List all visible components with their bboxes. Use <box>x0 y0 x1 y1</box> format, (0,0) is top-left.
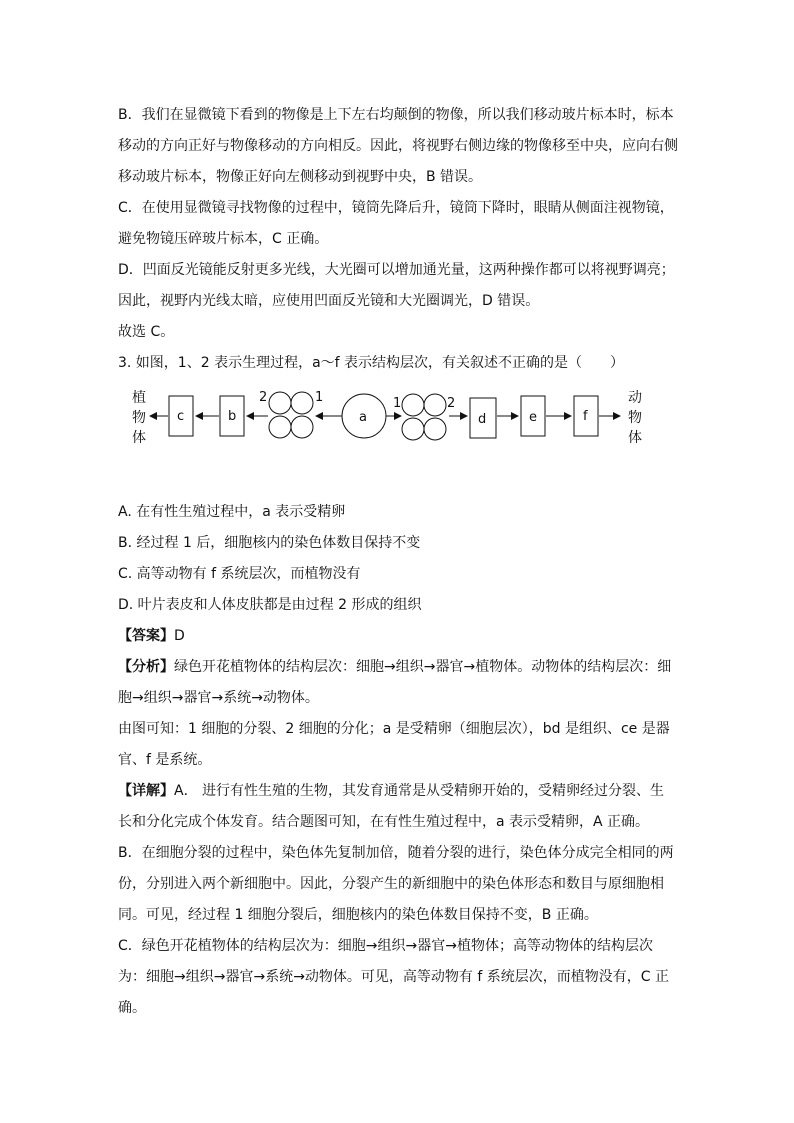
cell-left-2 <box>291 392 313 414</box>
answer-value: D <box>174 628 185 644</box>
explanation-c: C．在使用显微镜寻找物像的过程中，镜筒先降后升，镜筒下降时，眼睛从侧面注视物镜，避免物镜压碎玻片标本，C 正确。 <box>118 200 674 247</box>
option-b: B. 经过程 1 后，细胞核内的染色体数目保持不变 <box>118 535 421 551</box>
answer-tag: 【答案】 <box>118 628 174 644</box>
option-a: A. 在有性生殖过程中，a 表示受精卵 <box>118 504 346 520</box>
box-b-label: b <box>228 409 237 424</box>
box-c-label: c <box>177 409 185 424</box>
process-2-left: 2 <box>259 390 268 405</box>
process-1-right: 1 <box>393 396 402 411</box>
animal-label-1: 动 <box>628 390 642 406</box>
option-c: C. 高等动物有 f 系统层次，而植物没有 <box>118 566 361 582</box>
box-f-label: f <box>583 409 588 424</box>
question-stem: 3. 如图，1、2 表示生理过程，a～f 表示结构层次，有关叙述不正确的是（ ） <box>118 355 625 371</box>
animal-label-3: 体 <box>628 430 642 446</box>
detail-b: B．在细胞分裂的过程中，染色体先复制加倍，随着分裂的进行，染色体分成完全相同的两份，分别进入两个新细胞中。因此，分裂产生的新细胞中的染色体形态和数目与原细胞相同。可见，经过程 1 细胞分裂后，细胞核内的染色体数目保持不变，B 正确。 <box>118 845 674 923</box>
diagram-svg <box>118 379 678 497</box>
cell-right-1 <box>402 394 424 416</box>
analysis-extra: 由图可知：1 细胞的分裂、2 细胞的分化；a 是受精卵（细胞层次），bd 是组织、ce 是器官、f 是系统。 <box>118 721 670 768</box>
plant-label-3: 体 <box>132 430 146 446</box>
structure-diagram <box>118 379 678 497</box>
plant-label-2: 物 <box>132 410 146 426</box>
cell-right-4 <box>424 418 446 440</box>
cell-right-2 <box>424 394 446 416</box>
cell-left-3 <box>269 416 291 438</box>
document-page <box>118 100 678 1024</box>
analysis-tag: 【分析】 <box>118 659 174 675</box>
explanation-b: B．我们在显微镜下看到的物像是上下左右均颠倒的物像，所以我们移动玻片标本时，标本移动的方向正好与物像移动的方向相反。因此，将视野右侧边缘的物像移至中央，应向右侧移动玻片标本，物像正好向左侧移动到视野中央，B 错误。 <box>118 107 678 185</box>
detail-a-paragraph <box>118 776 678 838</box>
detail-a-text: A． 进行有性生殖的生物，其发育通常是从受精卵开始的，受精卵经过分裂、生长和分化完成个体发育。结合题图可知，在有性生殖过程中，a 表示受精卵，A 正确。 <box>118 783 665 830</box>
detail-c: C．绿色开花植物体的结构层次为：细胞→组织→器官→植物体；高等动物体的结构层次为：细胞→组织→器官→系统→动物体。可见，高等动物有 f 系统层次，而植物没有，C 正确。 <box>118 938 669 1016</box>
plant-label-1: 植 <box>132 390 146 406</box>
conclusion: 故选 C。 <box>118 324 175 340</box>
explanation-d: D．凹面反光镜能反射更多光线，大光圈可以增加通光量，这两种操作都可以将视野调亮；因此，视野内光线太暗，应使用凹面反光镜和大光圈调光，D 错误。 <box>118 262 675 309</box>
analysis-text: 绿色开花植物体的结构层次：细胞→组织→器官→植物体。动物体的结构层次：细胞→组织→器官→系统→动物体。 <box>118 659 672 706</box>
cell-right-3 <box>402 418 424 440</box>
process-2-right: 2 <box>447 396 456 411</box>
detail-tag: 【详解】 <box>118 783 174 799</box>
box-d-label: d <box>478 412 487 427</box>
process-1-left: 1 <box>315 390 324 405</box>
cell-left-1 <box>269 392 291 414</box>
option-d: D. 叶片表皮和人体皮肤都是由过程 2 形成的组织 <box>118 597 422 613</box>
cell-left-4 <box>291 416 313 438</box>
cell-a-label: a <box>359 410 367 425</box>
analysis-paragraph <box>118 652 678 714</box>
box-e-label: e <box>529 410 537 425</box>
animal-label-2: 物 <box>628 410 642 426</box>
answer-line <box>118 621 678 652</box>
